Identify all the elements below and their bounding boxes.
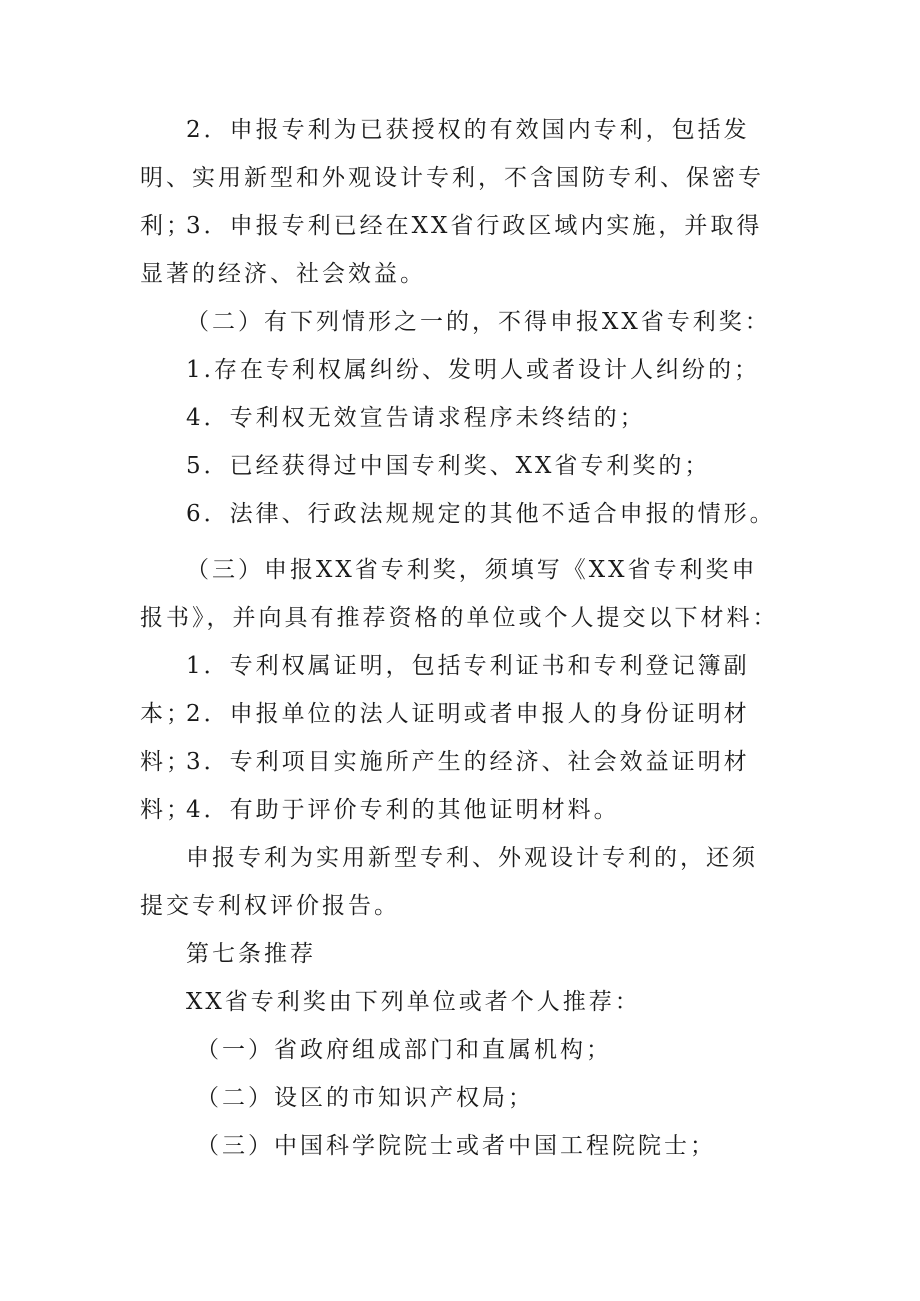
paragraph-item-5-prior-award: 5．已经获得过中国专利奖、XX省专利奖的； xyxy=(186,453,711,479)
paragraph-material-1: 1．专利权属证明，包括专利证书和专利登记簿副本； xyxy=(140,653,750,727)
paragraph-evaluation-report: 申报专利为实用新型专利、外观设计专利的，还须提交专利权评价报告。 xyxy=(140,845,758,919)
paragraph-recommender-3: （三）中国科学院院士或者中国工程院院士； xyxy=(196,1133,716,1159)
paragraph-item-2-granted-patent: 2．申报专利为已获授权的有效国内专利，包括发明、实用新型和外观设计专利，不含国防专利、保密专利； xyxy=(140,117,764,239)
paragraph-item-3-implemented: 3．申报专利已经在XX省行政区域内实施，并取得显著的经济、社会效益。 xyxy=(140,213,763,287)
paragraph-recommenders-intro: XX省专利奖由下列单位或者个人推荐： xyxy=(186,989,641,1015)
paragraph-item-4-invalidation: 4．专利权无效宣告请求程序未终结的； xyxy=(186,405,646,431)
paragraph-section-three-heading: （三）申报XX省专利奖，须填写《XX省专利奖申报书》，并向具有推荐资格的单位或个人提交以下材料： xyxy=(140,557,779,631)
paragraph-section-two-heading: （二）有下列情形之一的，不得申报XX省专利奖： xyxy=(186,309,771,335)
paragraph-material-4: 4．有助于评价专利的其他证明材料。 xyxy=(186,797,620,823)
paragraph-material-3: 3．专利项目实施所产生的经济、社会效益证明材料； xyxy=(140,749,750,823)
paragraph-item-6-other: 6．法律、行政法规规定的其他不适合申报的情形。 xyxy=(186,501,776,527)
paragraph-article-seven-heading: 第七条推荐 xyxy=(186,941,316,967)
paragraph-recommender-1: （一）省政府组成部门和直属机构； xyxy=(196,1037,612,1063)
paragraph-material-2: 2．申报单位的法人证明或者申报人的身份证明材料； xyxy=(140,701,750,775)
paragraph-recommender-2: （二）设区的市知识产权局； xyxy=(196,1085,534,1111)
paragraph-item-1-dispute: 1.存在专利权属纠纷、发明人或者设计人纠纷的； xyxy=(186,357,760,383)
